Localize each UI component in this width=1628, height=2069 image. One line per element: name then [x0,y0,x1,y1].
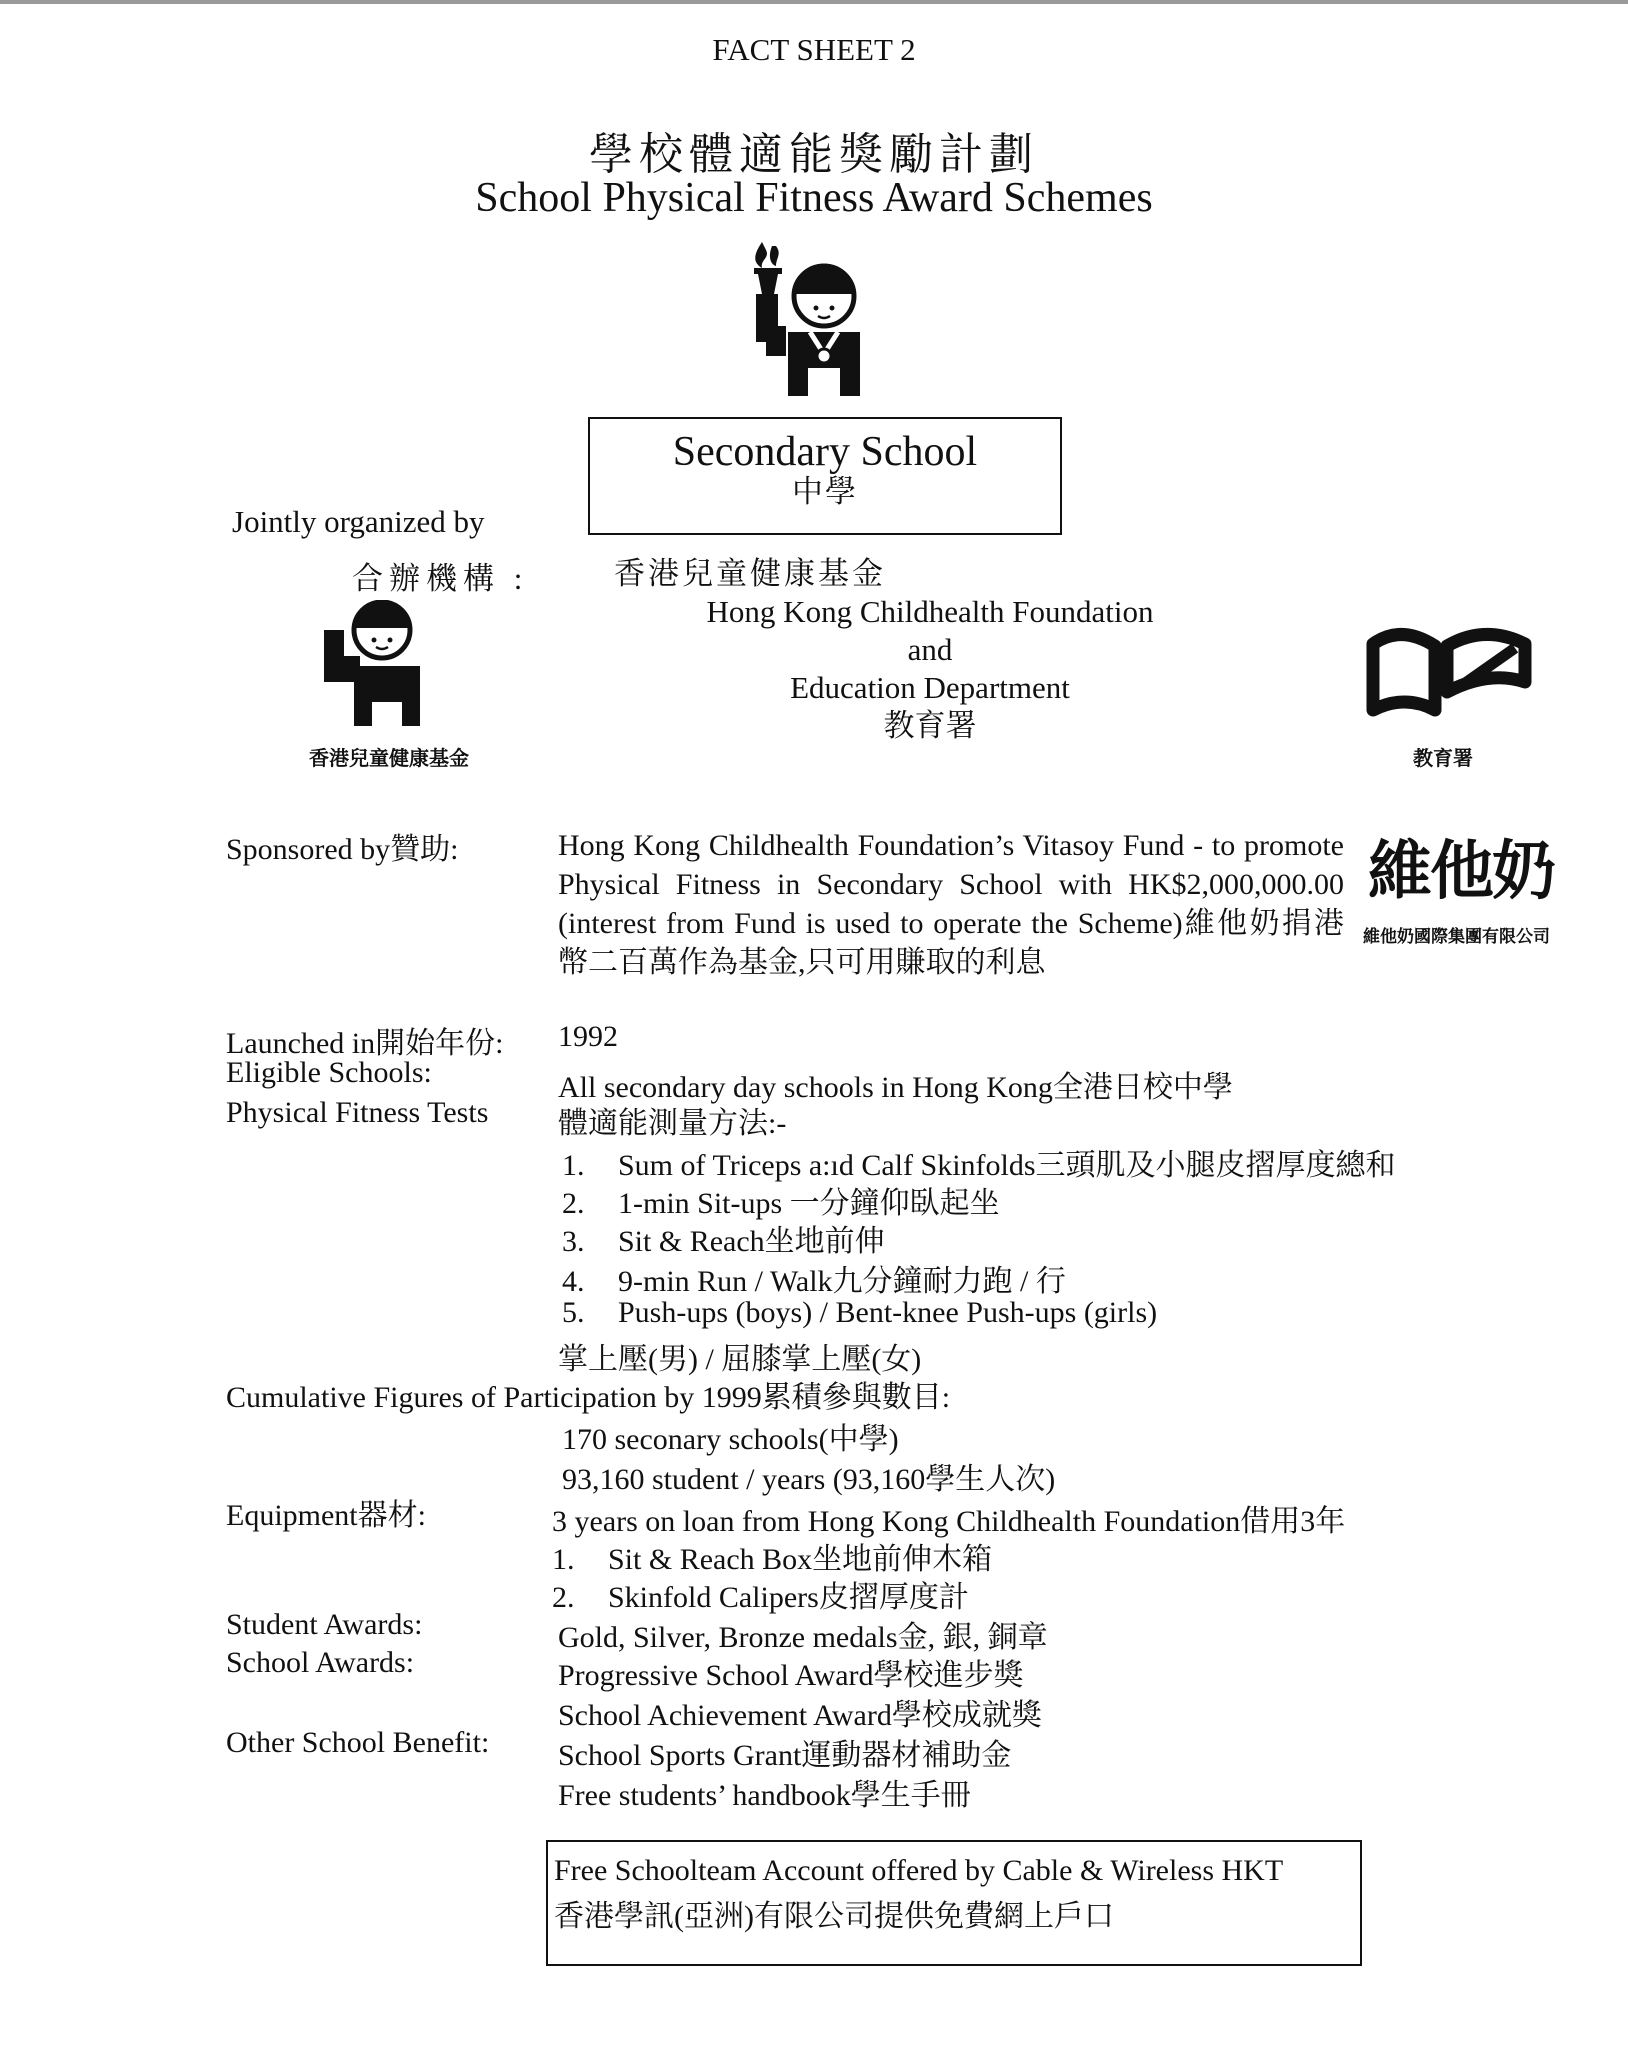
list-number: 3. [562,1225,585,1258]
cumulative-schools: 170 seconary schools(中學) [562,1423,899,1456]
tests-intro: 體適能測量方法:- [558,1107,787,1140]
school-awards-value-1: Progressive School Award學校進步獎 [558,1659,1024,1692]
fact-sheet-number: FACT SHEET 2 [712,32,916,67]
school-level-english: Secondary School [672,429,978,475]
page-title: School Physical Fitness Award Schemes [475,175,1153,221]
organizers-block [560,555,1300,745]
top-border [0,0,1628,4]
education-department-logo [1365,620,1535,720]
equipment-intro: 3 years on loan from Hong Kong Childhealth Foundation借用3年 [552,1505,1346,1538]
other-benefit-label: Other School Benefit: [226,1726,490,1759]
schoolteam-account-english: Free Schoolteam Account offered by Cable & Wireless HKT [554,1854,1284,1887]
page-title-chinese: 學校體適能獎勵計劃 [589,130,1039,179]
eligible-label: Eligible Schools: [226,1056,432,1089]
list-number: 1. [562,1149,585,1182]
school-awards-value-2: School Achievement Award學校成就獎 [558,1699,1042,1732]
list-text: Sum of Triceps a:ıd Calf Skinfolds三頭肌及小腿皮摺厚度總和 [618,1149,1396,1182]
organizer-1-chinese: 香港兒童健康基金 [614,556,886,591]
list-item [562,1216,885,1260]
sponsor-label: Sponsored by贊助: [226,833,459,866]
list-number: 4. [562,1265,585,1298]
vitasoy-logo: 維他奶 [1368,835,1554,909]
other-benefit-value-1: School Sports Grant運動器材補助金 [558,1739,1012,1772]
tests-label: Physical Fitness Tests [226,1096,489,1129]
launched-label: Launched in開始年份: [226,1027,504,1060]
list-number: 2. [562,1187,585,1220]
student-awards-label: Student Awards: [226,1608,423,1641]
list-text: 1-min Sit-ups 一分鐘仰臥起坐 [618,1187,1000,1220]
launched-value: 1992 [558,1020,618,1053]
organizers-and: and [907,632,953,667]
list-item [552,1572,969,1616]
education-logo-caption: 教育署 [1413,746,1473,770]
student-awards-value: Gold, Silver, Bronze medals金, 銀, 銅章 [558,1621,1048,1654]
school-level-box [588,417,1062,535]
list-number: 5. [562,1296,585,1329]
list-item [562,1296,1157,1330]
school-awards-label: School Awards: [226,1646,415,1679]
list-text: Sit & Reach坐地前伸 [618,1225,885,1258]
other-benefit-value-2: Free students’ handbook學生手冊 [558,1779,971,1812]
organizers-label-chinese: 合辦機構 : [352,561,529,596]
sponsor-description: Hong Kong Childhealth Foundation’s Vitasoy Fund - to promote Physical Fitness in Secondary School with HK$2,000,000.00 (interest from Fund is used to operate the Scheme)維他奶捐港幣二百萬作為基金,只可用賺取的利息 [558,829,1344,979]
schoolteam-account-chinese: 香港學訊(亞洲)有限公司提供免費網上戶口 [554,1900,1114,1933]
eligible-value: All secondary day schools in Hong Kong全港日校中學 [558,1071,1233,1104]
equipment-label: Equipment器材: [226,1499,426,1532]
list-text: Push-ups (boys) / Bent-knee Push-ups (girls) [618,1296,1158,1329]
organizers-label: Jointly organized by [232,504,485,539]
childhealth-foundation-logo [316,600,426,730]
list-number: 2. [552,1581,575,1614]
list-number: 1. [552,1543,575,1576]
organizer-1-english: Hong Kong Childhealth Foundation [706,594,1154,629]
cumulative-students: 93,160 student / years (93,160學生人次) [562,1463,1056,1496]
childhealth-logo-caption: 香港兒童健康基金 [309,746,469,770]
schoolteam-account-box [546,1840,1362,1966]
organizer-2-english: Education Department [790,670,1070,705]
list-text: 9-min Run / Walk九分鐘耐力跑 / 行 [618,1265,1066,1298]
list-item [562,1256,1066,1300]
school-level-chinese: 中學 [792,474,858,509]
list-item-chinese: 掌上壓(男) / 屈膝掌上壓(女) [558,1343,922,1376]
organizer-2-chinese: 教育署 [883,708,977,743]
list-text: Sit & Reach Box坐地前伸木箱 [608,1543,993,1576]
list-text: Skinfold Calipers皮摺厚度計 [608,1581,969,1614]
cumulative-label: Cumulative Figures of Participation by 1999累積參與數目: [226,1381,951,1414]
mascot-torch-logo [740,238,870,398]
vitasoy-logo-caption: 維他奶國際集團有限公司 [1363,927,1550,947]
